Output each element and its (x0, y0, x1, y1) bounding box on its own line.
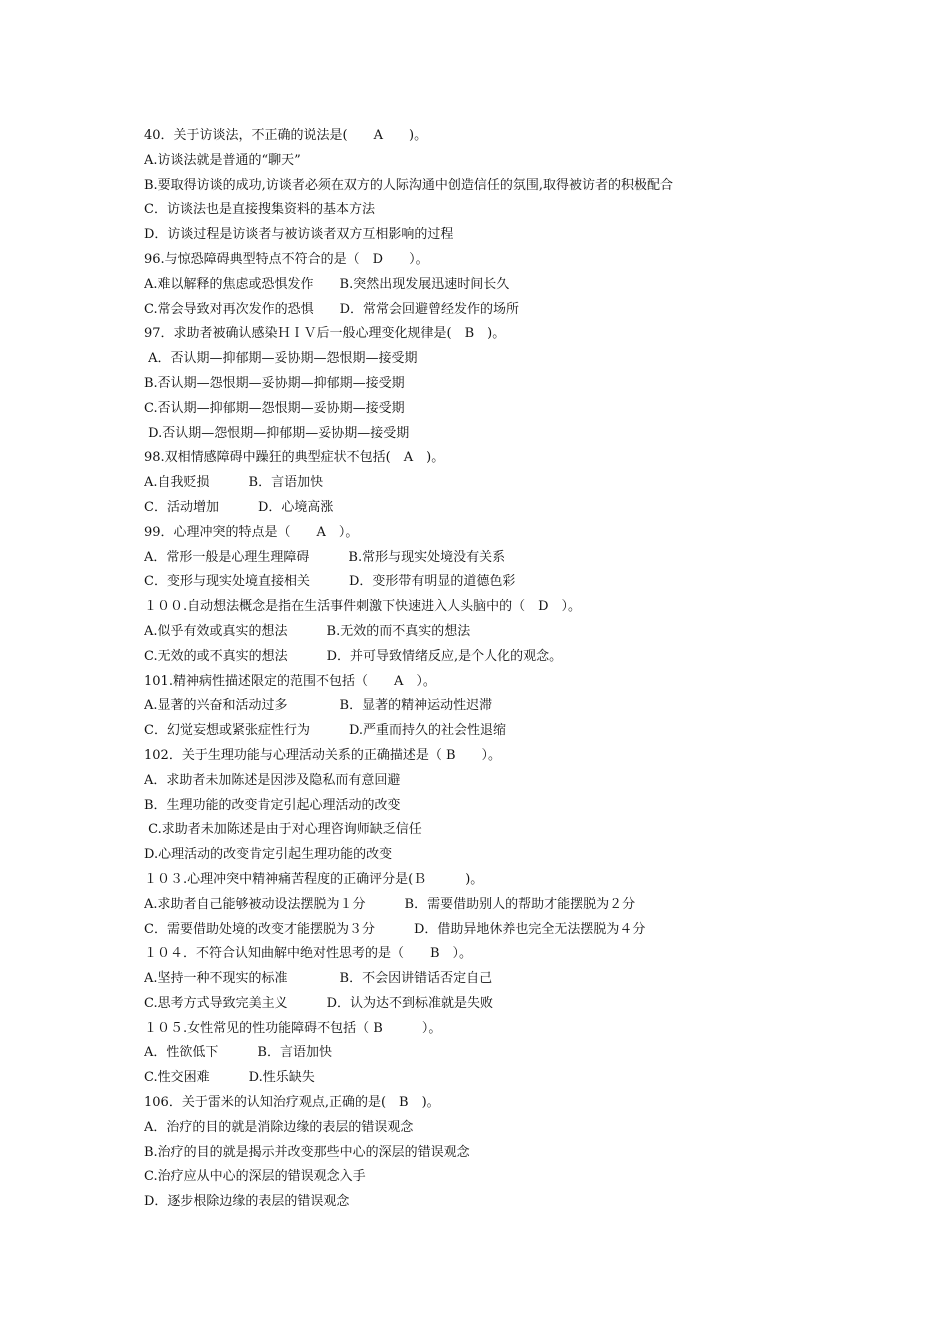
option-line: A．求助者未加陈述是因涉及隐私而有意回避 (144, 772, 401, 788)
option-line: A.坚持一种不现实的标准 B．不会因讲错话否定自己 (144, 971, 493, 987)
option-line: C.性交困难 D.性乐缺失 (144, 1070, 315, 1086)
option-line: A.难以解释的焦虑或恐惧发作 B.突然出现发展迅速时间长久 (144, 276, 510, 292)
option-line: B.治疗的目的就是揭示并改变那些中心的深层的错误观念 (144, 1144, 470, 1160)
option-line: C．活动增加 D．心境高涨 (144, 499, 334, 515)
question-line: １０４．不符合认知曲解中绝对性思考的是（ B ）。 (144, 946, 473, 962)
option-line: C．需要借助处境的改变才能摆脱为３分 D．借助异地休养也完全无法摆脱为４分 (144, 921, 646, 937)
option-line: C.求助者未加陈述是由于对心理咨询师缺乏信任 (144, 822, 422, 838)
option-line: C．幻觉妄想或紧张症性行为 D.严重而持久的社会性退缩 (144, 723, 507, 739)
option-line: C．访谈法也是直接搜集资料的基本方法 (144, 202, 375, 218)
question-line: 101.精神病性描述限定的范围不包括（ A ）。 (144, 673, 436, 689)
question-line: １０３.心理冲突中精神痛苦程度的正确评分是(Ｂ )。 (144, 871, 484, 887)
question-line: 99．心理冲突的特点是（ A ）。 (144, 524, 359, 540)
option-line: C.治疗应从中心的深层的错误观念入手 (144, 1169, 366, 1185)
option-line: C.思考方式导致完美主义 D．认为达不到标准就是失败 (144, 995, 494, 1011)
option-line: B.要取得访谈的成功,访谈者必须在双方的人际沟通中创造信任的氛围,取得被访者的积极配合 (144, 177, 673, 193)
option-line: A．否认期—抑郁期—妥协期—怨恨期—接受期 (144, 351, 418, 367)
option-line: A.访谈法就是普通的“聊天” (144, 152, 301, 168)
question-line: 40．关于访谈法，不正确的说法是( A )。 (144, 128, 428, 143)
option-line: D．逐步根除边缘的表层的错误观念 (144, 1194, 350, 1210)
option-line: B.否认期—怨恨期—妥协期—抑郁期—接受期 (144, 375, 405, 391)
option-line: A.似乎有效或真实的想法 B.无效的而不真实的想法 (144, 623, 471, 639)
option-line: A.自我贬损 B．言语加快 (144, 475, 324, 491)
question-line: １０５.女性常见的性功能障碍不包括（ B ）。 (144, 1020, 442, 1036)
option-line: A.求助者自己能够被动设法摆脱为１分 B．需要借助别人的帮助才能摆脱为２分 (144, 896, 636, 912)
question-list (144, 124, 904, 1215)
question-line: 106．关于雷米的认知治疗观点,正确的是( B )。 (144, 1095, 440, 1111)
option-line: A.显著的兴奋和活动过多 B．显著的精神运动性迟滞 (144, 698, 493, 714)
question-line: 98.双相情感障碍中躁狂的典型症状不包括( A )。 (144, 450, 445, 466)
option-line: C．变形与现实处境直接相关 D．变形带有明显的道德色彩 (144, 574, 516, 590)
option-line: C.否认期—抑郁期—怨恨期—妥协期—接受期 (144, 400, 405, 416)
option-line: A．治疗的目的就是消除边缘的表层的错误观念 (144, 1119, 414, 1135)
option-line: D．访谈过程是访谈者与被访谈者双方互相影响的过程 (144, 227, 454, 243)
option-line: D.否认期—怨恨期—抑郁期—妥协期—接受期 (144, 425, 410, 441)
question-line: 102．关于生理功能与心理活动关系的正确描述是（ B ）。 (144, 747, 501, 763)
option-line: D.心理活动的改变肯定引起生理功能的改变 (144, 847, 393, 863)
option-line: B．生理功能的改变肯定引起心理活动的改变 (144, 797, 401, 813)
option-line: A．常形一般是心理生理障碍 B.常形与现实处境没有关系 (144, 549, 506, 565)
question-line: 97．求助者被确认感染ＨＩＶ后一般心理变化规律是( B )。 (144, 326, 506, 342)
question-line: １００.自动想法概念是指在生活事件刺激下快速进入人头脑中的（ D ）。 (144, 599, 582, 615)
option-line: C.无效的或不真实的想法 D．并可导致情绪反应,是个人化的观念。 (144, 648, 563, 664)
question-line: 96.与惊恐障碍典型特点不符合的是（ D ）。 (144, 251, 429, 267)
option-line: C.常会导致对再次发作的恐惧 D．常常会回避曾经发作的场所 (144, 301, 520, 317)
option-line: A．性欲低下 B．言语加快 (144, 1045, 332, 1061)
